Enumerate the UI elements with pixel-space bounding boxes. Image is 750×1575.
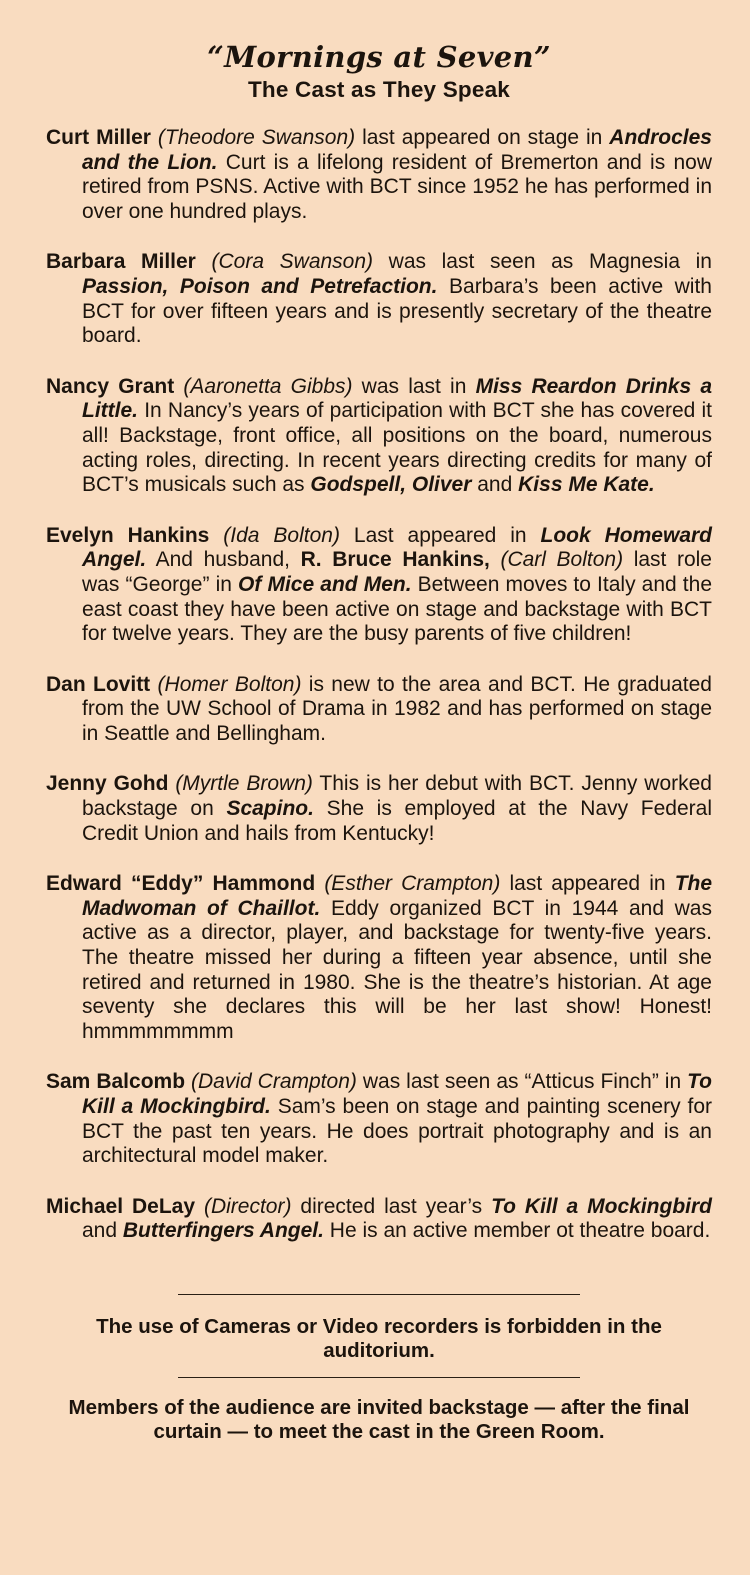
play-title: Look Homeward Angel. (82, 523, 712, 572)
cast-name: R. Bruce Hankins, (300, 548, 490, 572)
play-title: Scapino. (226, 797, 314, 821)
show-title: “Mornings at Seven” (207, 40, 551, 74)
cast-role: (Theodore Swanson) (157, 126, 356, 149)
cast-bio-barbara-miller: Barbara Miller (Cora Swanson) was last seen as Magnesia in Passion, Poison and Petrefaction. Barbara’s been active with BCT for over fifteen years and is presently secretary of the theatre board. (46, 250, 712, 348)
cast-bio-jenny-gohd: Jenny Gohd (Myrtle Brown) This is her debut with BCT. Jenny worked backstage on Scapino. She is employed at the Navy Federal Credit Union and hails from Kentucky! (46, 772, 712, 845)
cast-bio-hankins: Evelyn Hankins (Ida Bolton) Last appeared in Look Homeward Angel. And husband, R. Bruce Hankins, (Carl Bolton) last role was “George” in Of Mice and Men. Between moves to Italy and the east coast they have been active on stage and backstage with BCT for twelve years. They are the busy parents of five children! (46, 523, 713, 646)
cast-bio-sam-balcomb: Sam Balcomb (David Crampton) was last seen as “Atticus Finch” in To Kill a Mockingbird. Sam’s been on stage and painting scenery for BCT the past ten years. He does portrait photography and is an architectural model maker. (46, 1070, 713, 1168)
cast-role: (Aaronetta Gibbs) (183, 374, 353, 398)
play-title: Kiss Me Kate. (518, 473, 655, 497)
cast-name: Barbara Miller (46, 250, 196, 274)
cast-name: Dan Lovitt (46, 672, 151, 696)
cast-bio-eddy-hammond: Edward “Eddy” Hammond (Esther Crampton) last appeared in The Madwoman of Chaillot. Eddy organized BCT in 1944 and was active as a director, player, and backstage for twenty-five years. The theatre missed her during a fifteen year absence, until she retired and returned in 1980. She is the theatre’s historian. At age seventy she declares this will be her last show! Honest! hmmmmmmmm (46, 872, 713, 1043)
play-title: The Madwoman of Chaillot. (82, 872, 713, 920)
page-subtitle: The Cast as They Speak (247, 77, 510, 102)
play-title: To Kill a Mockingbird (491, 1194, 712, 1218)
play-title: To Kill a Mockingbird. (82, 1070, 712, 1118)
cast-role: (Director) (203, 1194, 292, 1218)
cast-bio-curt-miller: Curt Miller (Theodore Swanson) last appeared on stage in Androcles and the Lion. Curt is a lifelong resident of Bremerton and is now retired from PSNS. Active with BCT since 1952 he has performed in over one hundred plays. (46, 126, 712, 223)
cast-name: Michael DeLay (46, 1194, 196, 1218)
program-header (46, 40, 712, 104)
cast-bio-nancy-grant: Nancy Grant (Aaronetta Gibbs) was last in Miss Reardon Drinks a Little. In Nancy’s years of participation with BCT she has covered it all! Backstage, front office, all positions on the board, numerous acting roles, directing. In recent years directing credits for many of BCT’s musicals such as Godspell, Oliver and Kiss Me Kate. (46, 374, 713, 497)
cast-role: (Homer Bolton) (157, 672, 302, 696)
cast-bio-michael-delay: Michael DeLay (Director) directed last year’s To Kill a Mockingbird and Butterfingers Angel. He is an active member ot theatre board. (46, 1194, 712, 1243)
cast-bio-dan-lovitt: Dan Lovitt (Homer Bolton) is new to the area and BCT. He graduated from the UW School of Drama in 1982 and has performed on stage in Seattle and Bellingham. (46, 672, 712, 745)
cast-role: (Myrtle Brown) (175, 772, 313, 796)
play-title: Of Mice and Men. (238, 572, 412, 596)
cast-name: Curt Miller (46, 126, 151, 149)
cast-name: Nancy Grant (46, 374, 175, 398)
cast-name: Jenny Gohd (46, 772, 169, 796)
cast-name: Evelyn Hankins (46, 523, 210, 547)
cast-name: Edward “Eddy” Hammond (46, 872, 316, 896)
play-title: Miss Reardon Drinks a Little. (82, 374, 713, 423)
camera-notice: The use of Cameras or Video recorders is forbidden in the auditorium. (96, 1314, 662, 1363)
play-title: Androcles and the Lion. (82, 126, 712, 174)
cast-name: Sam Balcomb (46, 1070, 186, 1094)
play-title: Godspell, Oliver (310, 473, 472, 497)
cast-role: (David Crampton) (191, 1070, 357, 1094)
cast-role: (Ida Bolton) (223, 523, 340, 547)
cast-role: (Cora Swanson) (211, 250, 374, 274)
play-title: Passion, Poison and Petrefaction. (82, 274, 438, 298)
cast-role: (Esther Crampton) (324, 872, 501, 896)
cast-role: (Carl Bolton) (500, 548, 624, 572)
play-title: Butterfingers Angel. (122, 1219, 324, 1243)
backstage-invitation: Members of the audience are invited backstage — after the final curtain — to meet the cast in the Green Room. (68, 1395, 690, 1444)
